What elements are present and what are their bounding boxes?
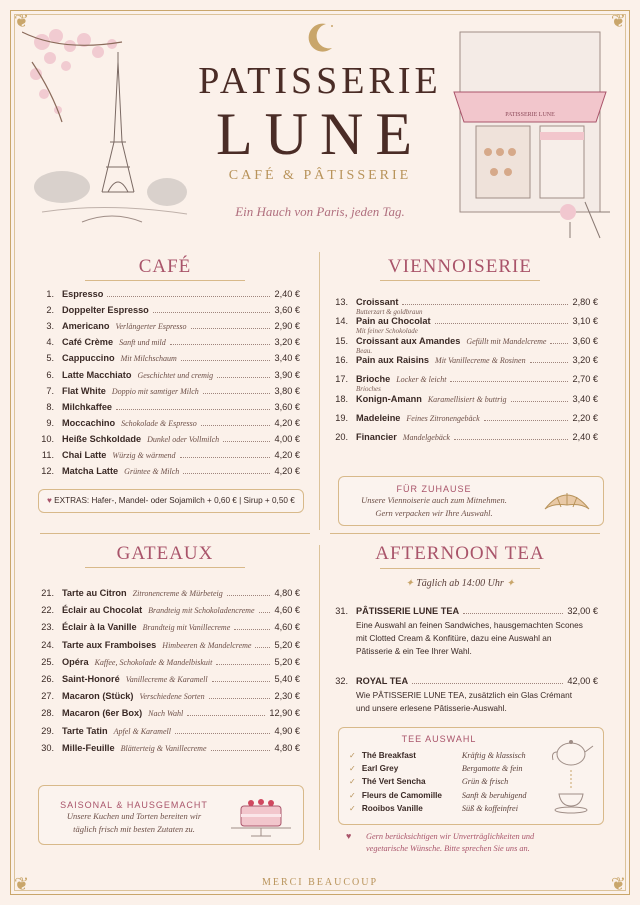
leader-dots [550, 342, 568, 344]
cafe-title-rule [85, 280, 245, 281]
menu-item [330, 355, 598, 365]
item-price: 3,10 € [572, 316, 598, 327]
item-number: 29. [41, 725, 54, 736]
tea-time: ✦ Täglich ab 14:00 Uhr ✦ [405, 578, 515, 589]
item-name: Cappuccino [62, 353, 115, 364]
leader-dots [530, 361, 569, 363]
takeaway-box [338, 476, 604, 526]
item-price: 4,60 € [274, 605, 300, 616]
corner-ornament-icon: ❦ [14, 874, 30, 894]
item-name: Heiße Schkoldade [62, 433, 142, 444]
item-description: Brandteig mit Vanillecreme [142, 623, 231, 633]
item-name: Espresso [62, 289, 104, 299]
tea-option-desc: Kräftig & klassisch [461, 751, 526, 760]
extras-box [38, 489, 304, 513]
menu-item [36, 657, 300, 667]
item-subtitle: Butterzart & goldbraun [356, 308, 423, 316]
menu-item [36, 640, 300, 650]
item-number: 27. [41, 691, 54, 702]
viennoiserie-title: VIENNOISERIE [388, 256, 532, 277]
item-description: Dunkel oder Vollmilch [147, 434, 220, 444]
leader-dots [463, 612, 563, 614]
item-name: Éclair à la Vanille [62, 622, 137, 633]
menu-item [330, 394, 598, 404]
item-number: 2. [46, 305, 54, 316]
item-number: 16. [335, 354, 348, 365]
teapot-icon [549, 734, 595, 816]
afternoon-tea-title: AFTERNOON TEA [375, 543, 545, 564]
item-price: 4,80 € [274, 742, 300, 753]
item-price: 12,90 € [269, 708, 300, 719]
item-price: 3,40 € [274, 353, 300, 364]
tea-item-description: und unsere erlesene Pâtisserie-Auswahl. [356, 703, 507, 713]
footer-text: MERCI BEAUCOUP [261, 877, 379, 888]
leader-dots [170, 343, 271, 345]
item-subtitle: Brioches [356, 385, 381, 394]
brand-tagline: Ein Hauch von Paris, jeden Tag. [235, 204, 405, 219]
leader-dots [454, 438, 569, 440]
leader-dots [435, 322, 569, 324]
item-number: 32. [335, 676, 348, 686]
corner-ornament-icon: ❦ [610, 11, 626, 31]
corner-ornament-icon: ❦ [610, 874, 626, 894]
heart-icon: ♥ [47, 496, 52, 505]
menu-item [36, 691, 300, 701]
menu-item [330, 413, 598, 423]
leader-dots [217, 376, 270, 378]
item-description: Nach Wahl [148, 709, 184, 719]
item-description: Himbeeren & Mandelcreme [162, 640, 252, 650]
item-name: Macaron (Stück) [62, 691, 134, 702]
check-icon: ✓ [349, 803, 356, 813]
item-price: 4,60 € [274, 622, 300, 633]
item-price: 4,90 € [274, 725, 300, 736]
menu-item [36, 289, 300, 299]
item-name: Saint-Honoré [62, 674, 120, 684]
item-price: 3,20 € [274, 337, 300, 348]
item-price: 3,20 € [572, 354, 598, 365]
tea-selection-title: TEE AUSWAHL [401, 734, 477, 744]
seasonal-box-title: SAISONAL & HAUSGEMACHT [60, 800, 208, 810]
brand-subtitle: CAFÉ & PÂTISSERIE [228, 168, 412, 183]
menu-item [36, 605, 300, 615]
item-price: 32,00 € [567, 606, 598, 616]
seasonal-box [38, 785, 304, 845]
takeaway-box-title: FÜR ZUHAUSE [396, 484, 472, 494]
tea-option [349, 790, 549, 800]
leader-dots [412, 682, 563, 684]
item-number: 30. [41, 742, 54, 753]
item-description: Blätterteig & Vanillecreme [120, 743, 207, 753]
item-description: Mit Milchschaum [120, 354, 177, 364]
tea-option-name: Thé Vert Sencha [361, 777, 426, 787]
item-name: Moccachino [62, 417, 116, 428]
tea-option-desc: Süß & koffeinfrei [461, 803, 518, 813]
leader-dots [183, 472, 270, 474]
brand-title-line1: PATISSERIE [198, 60, 442, 102]
item-number: 3. [46, 321, 54, 332]
cafe-title: CAFÉ [138, 256, 192, 277]
sparkle-icon: ✦ [506, 578, 515, 589]
item-price: 2,40 € [572, 432, 598, 443]
item-name: Tarte aux Framboises [62, 639, 157, 650]
leader-dots [216, 663, 270, 665]
item-description: Vanillecreme & Karamell [125, 675, 208, 684]
item-description: Verschiedene Sorten [139, 692, 205, 702]
item-name: Opéra [62, 656, 89, 667]
item-name: Macaron (6er Box) [62, 708, 143, 719]
leader-dots [227, 594, 271, 596]
item-number: 21. [41, 588, 54, 598]
item-number: 12. [41, 466, 54, 477]
tea-item [330, 606, 598, 616]
menu-item [36, 305, 300, 315]
leader-dots [209, 697, 271, 699]
check-icon: ✓ [349, 790, 356, 800]
menu-item [36, 674, 300, 684]
item-name: Mille-Feuille [62, 742, 115, 753]
item-price: 2,70 € [572, 374, 598, 385]
leader-dots [255, 646, 270, 648]
item-price: 2,40 € [274, 289, 300, 299]
gateaux-title-rule [85, 567, 245, 568]
crescent-moon-icon [302, 20, 338, 56]
item-description: Locker & leicht [396, 375, 447, 385]
sparkle-icon: ✦ [405, 578, 414, 589]
item-name: Doppelter Espresso [62, 305, 149, 316]
tea-option [349, 776, 549, 786]
item-name: ROYAL TEA [356, 676, 409, 686]
leader-dots [201, 424, 271, 426]
allergy-note-line1: Gern berücksichtigen wir Unverträglichkeiten und [366, 832, 535, 841]
item-description: Apfel & Karamell [113, 726, 171, 736]
tea-option-name: Earl Grey [361, 764, 399, 774]
column-divider [319, 252, 320, 530]
item-price: 42,00 € [567, 676, 598, 686]
tea-option [349, 763, 549, 773]
menu-item [36, 588, 300, 598]
item-price: 5,40 € [274, 674, 300, 684]
item-number: 24. [41, 639, 54, 650]
item-number: 14. [335, 316, 348, 327]
item-number: 19. [335, 412, 348, 423]
menu-item [36, 622, 300, 632]
leader-dots [234, 628, 270, 630]
item-number: 11. [41, 450, 54, 460]
tea-option-desc: Grün & frisch [461, 777, 509, 787]
item-description: Würzig & wärmend [112, 451, 176, 460]
item-price: 3,80 € [274, 385, 300, 396]
item-name: Croissant [356, 297, 399, 307]
item-name: Pain au Chocolat [356, 316, 431, 327]
item-number: 15. [335, 335, 348, 346]
item-description: Kaffee, Schokolade & Mandelbiskuit [94, 657, 213, 667]
item-number: 31. [335, 606, 348, 616]
item-number: 8. [46, 401, 54, 412]
menu-item [36, 418, 300, 428]
tea-option-name: Thé Breakfast [361, 751, 417, 760]
menu-item [330, 297, 598, 307]
item-price: 3,40 € [572, 393, 598, 404]
leader-dots [181, 359, 271, 361]
leader-dots [153, 311, 271, 313]
menu-item [330, 336, 598, 346]
heart-icon: ♥ [346, 831, 352, 841]
item-number: 9. [46, 417, 54, 428]
item-description: Schokolade & Espresso [121, 418, 197, 428]
allergy-note [346, 831, 596, 855]
menu-item [36, 353, 300, 363]
tea-item-description: Eine Auswahl an feinen Sandwiches, hausgemachten Scones [356, 620, 583, 630]
leader-dots [107, 295, 270, 297]
header [0, 20, 640, 220]
shop-sign: PATISSERIE LUNE [505, 112, 555, 118]
item-name: Flat White [62, 385, 106, 396]
item-subtitle: Mit feiner Schokolade [356, 327, 418, 336]
item-description: Brandteig mit Schokoladencreme [148, 606, 255, 616]
croissant-icon [541, 485, 593, 517]
item-description: Grüntee & Milch [124, 467, 180, 477]
leader-dots [402, 303, 568, 305]
menu-item [36, 402, 300, 412]
item-description: Mandelgebäck [402, 433, 450, 443]
leader-dots [223, 440, 270, 442]
item-number: 5. [46, 353, 54, 364]
leader-dots [259, 611, 271, 613]
allergy-note-line2: vegetarische Wünsche. Bitte sprechen Sie uns an. [366, 844, 530, 853]
menu-item [36, 337, 300, 347]
item-description: Zitronencreme & Mürbeteig [132, 589, 223, 598]
takeaway-box-text1: Unsere Viennoiserie auch zum Mitnehmen. [361, 495, 507, 505]
tea-option [349, 803, 549, 813]
leader-dots [511, 400, 569, 402]
menu-item [330, 374, 598, 384]
leader-dots [203, 392, 271, 394]
brand-title-line2: LUNE [216, 101, 424, 167]
leader-dots [191, 327, 271, 329]
item-number: 10. [41, 433, 54, 444]
item-price: 4,20 € [274, 417, 300, 428]
menu-item [330, 316, 598, 326]
section-rule [40, 533, 310, 534]
item-price: 5,20 € [274, 656, 300, 667]
extras-text: EXTRAS: Hafer-, Mandel- oder Sojamilch + 0,60 € | Sirup + 0,50 € [54, 496, 295, 505]
seasonal-box-text2: täglich frisch mit besten Zutaten zu. [73, 824, 195, 834]
leader-dots [450, 380, 568, 382]
item-description: Geschichtet und cremig [137, 370, 214, 380]
item-number: 6. [46, 369, 54, 380]
section-rule [330, 533, 600, 534]
item-price: 3,60 € [274, 401, 300, 412]
tea-option-desc: Sanft & beruhigend [461, 790, 527, 800]
leader-dots [175, 732, 271, 734]
item-description: Mit Vanillecreme & Rosinen [435, 355, 526, 365]
item-description: Gefüllt mit Mandelcreme [466, 336, 547, 346]
item-price: 4,20 € [274, 450, 300, 460]
leader-dots [212, 680, 271, 682]
item-number: 13. [335, 297, 348, 307]
column-divider [319, 545, 320, 850]
check-icon: ✓ [349, 777, 356, 787]
check-icon: ✓ [349, 764, 356, 774]
menu-item [330, 432, 598, 442]
tea-item [330, 676, 598, 686]
item-number: 26. [41, 674, 54, 684]
item-description: Feines Zitronengebäck [406, 413, 480, 423]
item-number: 17. [335, 374, 348, 385]
item-number: 23. [41, 622, 54, 633]
menu-item [36, 386, 300, 396]
tea-option-name: Fleurs de Camomille [361, 790, 442, 800]
cake-icon [227, 790, 295, 838]
item-description: Verlängerter Espresso [115, 322, 187, 332]
item-description: Sanft und mild [119, 338, 166, 348]
tea-option-desc: Bergamotte & fein [461, 764, 523, 774]
item-number: 18. [335, 393, 348, 404]
item-price: 2,30 € [274, 691, 300, 702]
item-price: 3,60 € [572, 335, 598, 346]
takeaway-box-text2: Gern verpacken wir Ihre Auswahl. [375, 508, 493, 518]
item-name: Milchkaffee [62, 401, 113, 412]
check-icon: ✓ [349, 751, 356, 760]
leader-dots [180, 456, 271, 458]
menu-item [36, 466, 300, 476]
item-subtitle: Beau. [356, 346, 373, 355]
item-name: Americano [62, 321, 110, 332]
menu-item [36, 434, 300, 444]
tea-option [349, 750, 549, 760]
item-name: Café Crème [62, 337, 114, 348]
tea-title-rule [380, 568, 540, 569]
item-price: 5,20 € [274, 639, 300, 650]
menu-item [36, 708, 300, 718]
leader-dots [116, 408, 270, 410]
item-name: Financier [356, 432, 397, 443]
item-name: Pain aux Raisins [356, 354, 430, 365]
corner-ornament-icon: ❦ [14, 11, 30, 31]
item-name: Tarte au Citron [62, 588, 127, 598]
menu-item [36, 321, 300, 331]
item-price: 4,00 € [274, 433, 300, 444]
item-price: 2,90 € [274, 321, 300, 332]
menu-item [36, 726, 300, 736]
seasonal-box-text1: Unsere Kuchen und Torten bereiten wir [66, 811, 202, 821]
item-price: 2,20 € [572, 412, 598, 423]
item-name: Madeleine [356, 412, 401, 423]
menu-item [36, 370, 300, 380]
tea-selection-box [338, 727, 604, 825]
leader-dots [187, 714, 265, 716]
leader-dots [211, 749, 271, 751]
tea-item-description: mit Clotted Cream & Konfitüre, dazu eine Auswahl an [356, 633, 552, 643]
item-name: Chai Latte [62, 450, 107, 460]
item-price: 3,90 € [274, 369, 300, 380]
menu-item [36, 450, 300, 460]
item-number: 25. [41, 656, 54, 667]
item-number: 22. [41, 605, 54, 616]
tea-option-name: Rooibos Vanille [361, 803, 423, 813]
gateaux-title: GATEAUX [116, 543, 214, 564]
viennoiserie-title-rule [380, 280, 540, 281]
item-description: Doppio mit samtiger Milch [111, 386, 199, 396]
item-name: Croissant aux Amandes [356, 335, 461, 346]
item-price: 4,20 € [274, 466, 300, 477]
item-name: Éclair au Chocolat [62, 605, 143, 616]
item-price: 4,80 € [274, 588, 300, 598]
item-number: 1. [46, 289, 54, 299]
item-name: Matcha Latte [62, 466, 119, 477]
item-description: Karamellisiert & buttrig [427, 394, 507, 404]
item-number: 4. [46, 337, 54, 348]
item-name: Latte Macchiato [62, 369, 132, 380]
item-number: 7. [46, 385, 54, 396]
tea-item-description: Pâtisserie & ein Tee Ihrer Wahl. [356, 646, 472, 656]
menu-item [36, 743, 300, 753]
item-price: 3,60 € [274, 305, 300, 316]
item-number: 20. [335, 432, 348, 443]
leader-dots [484, 419, 569, 421]
item-price: 2,80 € [572, 297, 598, 307]
item-name: Tarte Tatin [62, 725, 108, 736]
tea-item-description: Wie PÂTISSERIE LUNE TEA, zusätzlich ein Glas Crémant [356, 690, 573, 700]
item-name: Brioche [356, 374, 391, 385]
item-name: PÂTISSERIE LUNE TEA [356, 606, 460, 616]
item-number: 28. [41, 708, 54, 719]
item-name: Konign-Amann [356, 393, 422, 404]
